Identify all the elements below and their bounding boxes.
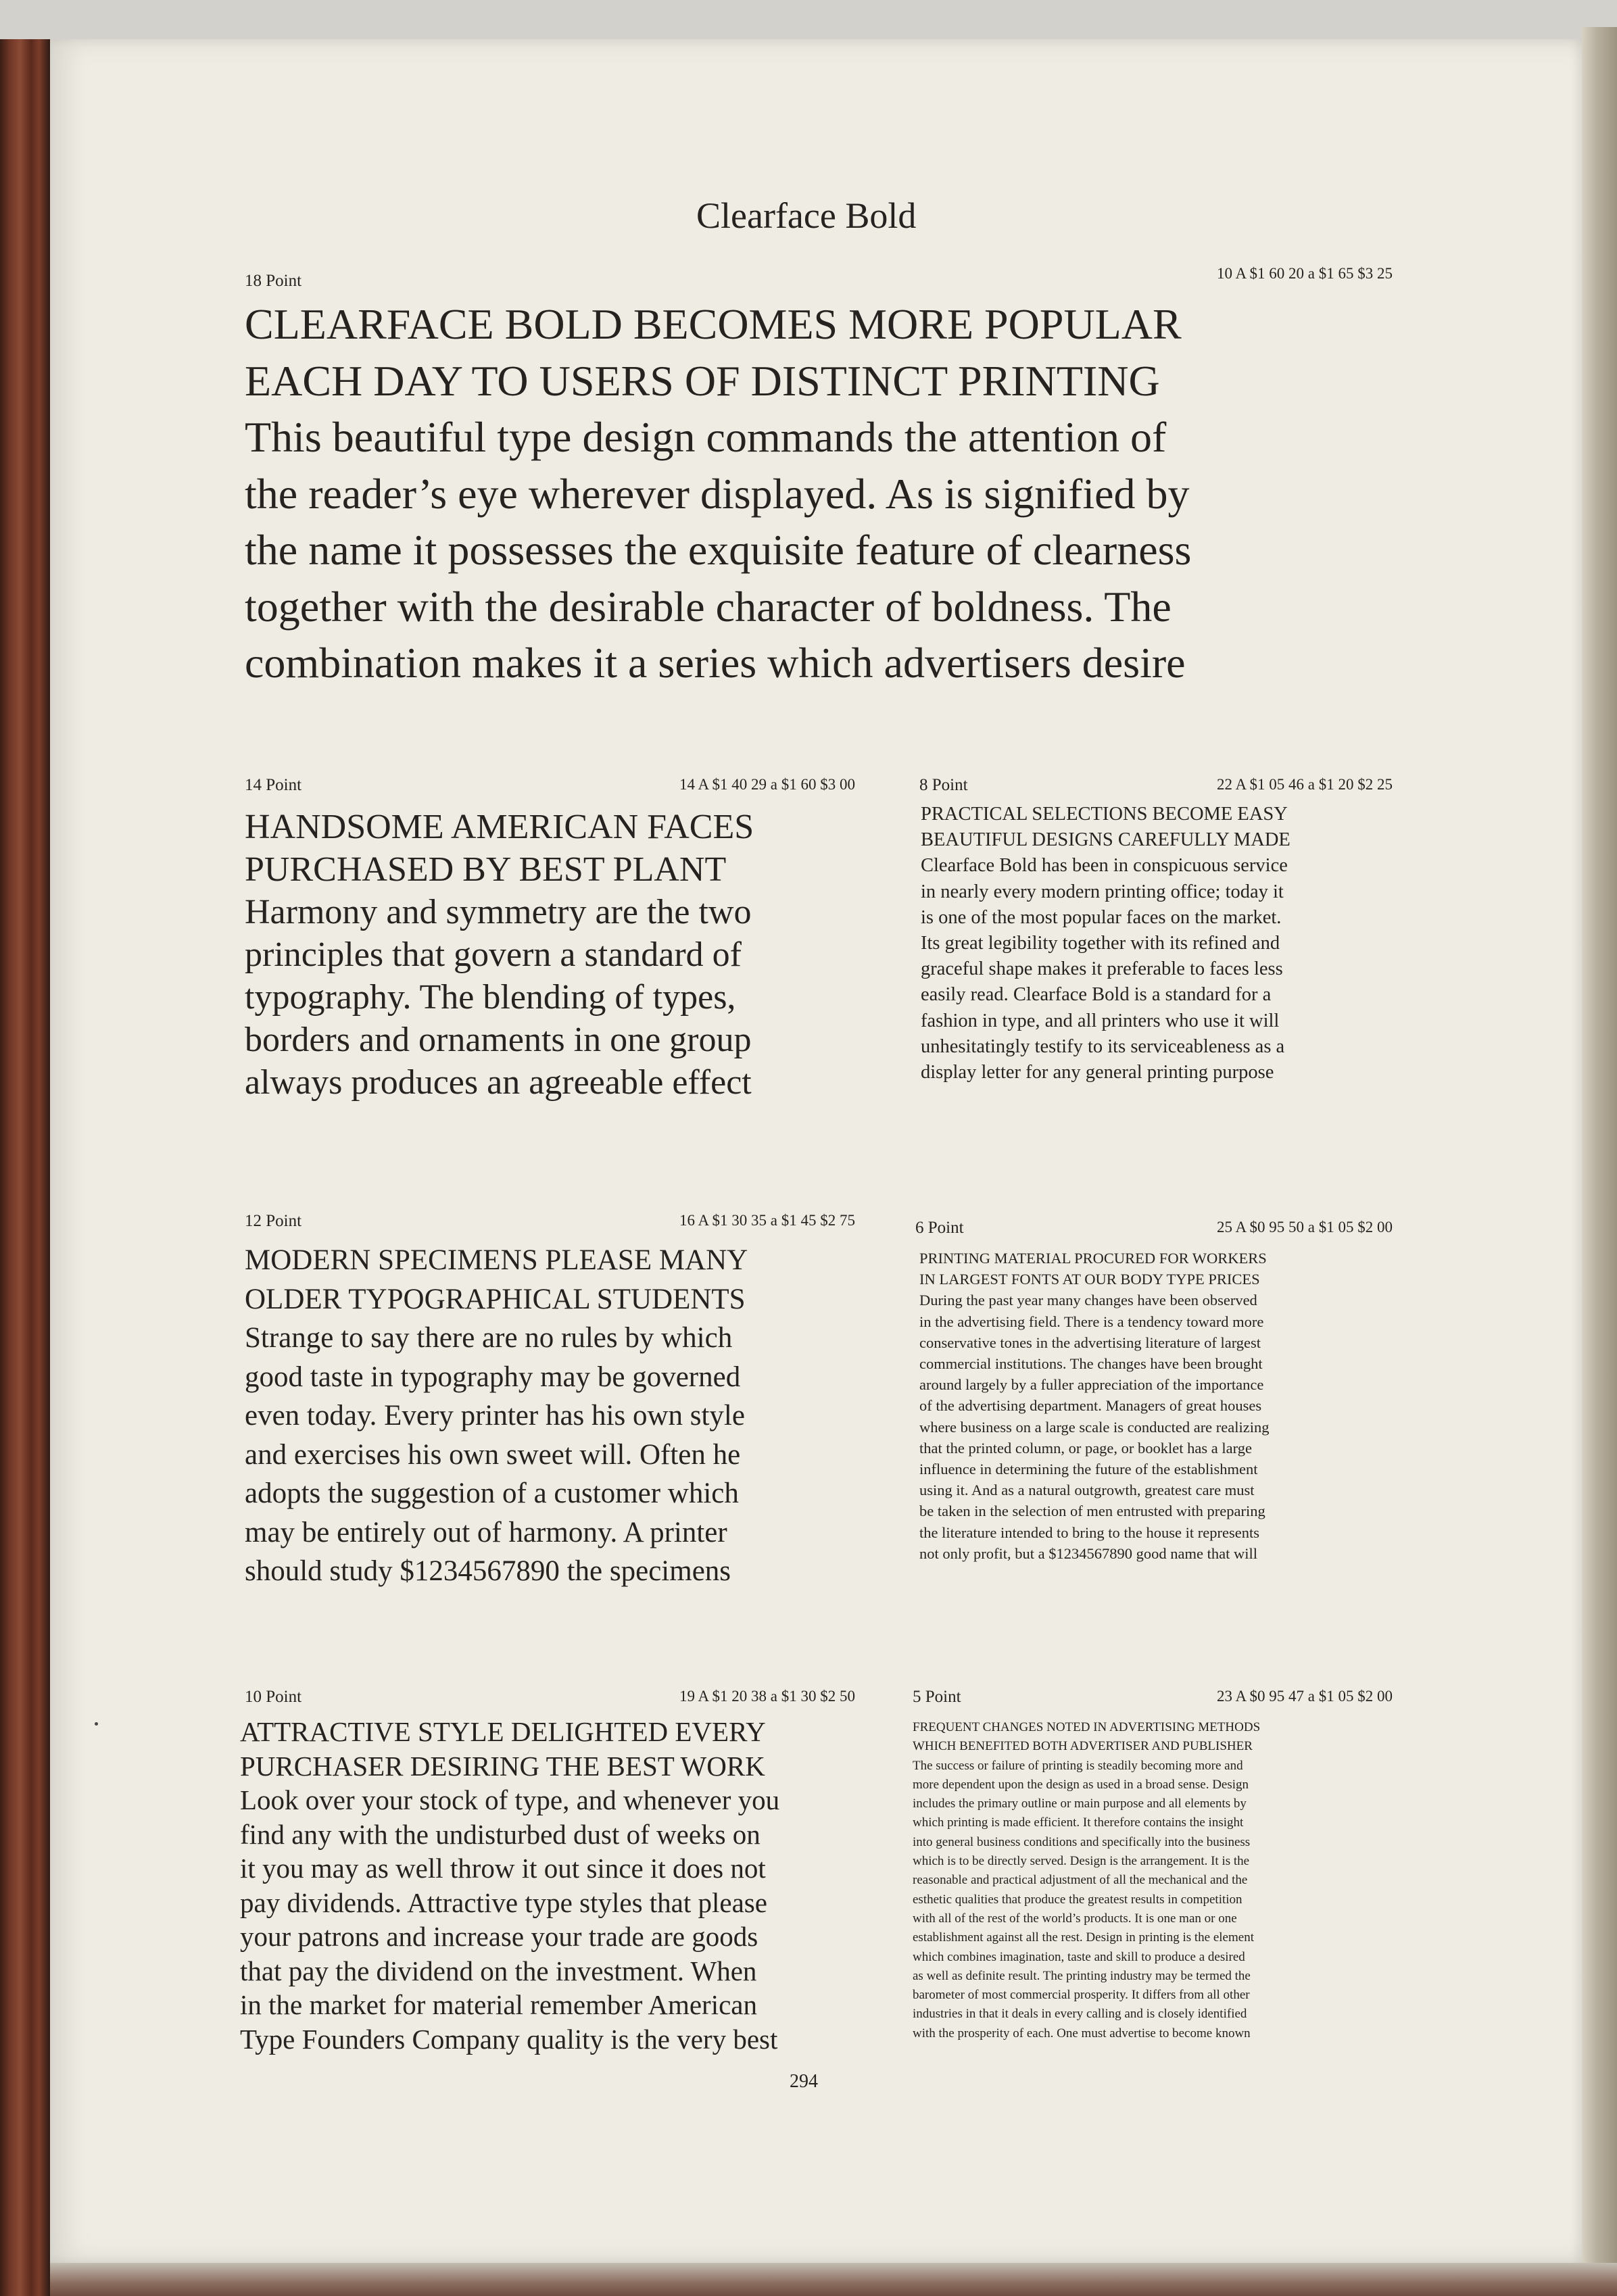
specimen-line: conservative tones in the advertising literature of largest	[919, 1334, 1261, 1351]
specimen-line: fashion in type, and all printers who use it will	[921, 1010, 1280, 1031]
page-title: Clearface Bold	[696, 195, 917, 236]
specimen-line: Strange to say there are no rules by which	[245, 1322, 733, 1354]
specimen-line: in nearly every modern printing office; today it	[921, 881, 1284, 902]
specimen-line: is one of the most popular faces on the market.	[921, 906, 1282, 928]
specimen-line: This beautiful type design commands the attention of	[245, 413, 1167, 461]
specimen-line: easily read. Clearface Bold is a standard for a	[921, 984, 1272, 1006]
size-label-18pt: 18 Point	[245, 272, 302, 290]
specimen-line: WHICH BENEFITED BOTH ADVERTISER AND PUBLISHER	[913, 1739, 1253, 1754]
specimen-line: around largely by a fuller appreciation of the importance	[919, 1376, 1264, 1394]
specimen-line: PRINTING MATERIAL PROCURED FOR WORKERS	[919, 1250, 1267, 1267]
price-line-12pt: 16 A $1 30 35 a $1 45 $2 75	[679, 1212, 855, 1229]
size-label-6pt: 6 Point	[915, 1219, 964, 1237]
specimen-line: be taken in the selection of men entrusted with preparing	[919, 1503, 1265, 1520]
specimen-line: CLEARFACE BOLD BECOMES MORE POPULAR	[245, 300, 1182, 348]
specimen-8pt	[921, 802, 1290, 1085]
specimen-line: unhesitatingly testify to its serviceableness as a	[921, 1035, 1285, 1057]
specimen-line: even today. Every printer has his own style	[245, 1400, 745, 1432]
specimen-line: which combines imagination, taste and skill to produce a desired	[913, 1949, 1245, 1964]
price-line-5pt: 23 A $0 95 47 a $1 05 $2 00	[1216, 1688, 1393, 1705]
specimen-14pt	[245, 806, 754, 1104]
price-line-8pt: 22 A $1 05 46 a $1 20 $2 25	[1216, 776, 1393, 793]
specimen-line: adopts the suggestion of a customer which	[245, 1477, 739, 1509]
specimen-line: that pay the dividend on the investment. When	[240, 1955, 757, 1986]
specimen-line: principles that govern a standard of	[245, 935, 742, 974]
specimen-line: EACH DAY TO USERS OF DISTINCT PRINTING	[245, 356, 1160, 405]
specimen-line: establishment against all the rest. Design in printing is the element	[913, 1930, 1254, 1945]
specimen-line: and exercises his own sweet will. Often he	[245, 1438, 741, 1471]
specimen-line: Harmony and symmetry are the two	[245, 893, 752, 931]
specimen-line: Look over your stock of type, and whenever you	[240, 1784, 780, 1815]
specimen-line: PURCHASED BY BEST PLANT	[245, 850, 727, 889]
ink-speck	[95, 1722, 98, 1726]
specimen-line: During the past year many changes have been observed	[919, 1292, 1257, 1309]
specimen-line: the name it possesses the exquisite feature of clearness	[245, 526, 1192, 574]
price-line-18pt: 10 A $1 60 20 a $1 65 $3 25	[1216, 265, 1393, 282]
price-line-6pt: 25 A $0 95 50 a $1 05 $2 00	[1216, 1219, 1393, 1236]
price-line-10pt: 19 A $1 20 38 a $1 30 $2 50	[679, 1688, 855, 1705]
specimen-line: the reader’s eye wherever displayed. As is signified by	[245, 469, 1190, 518]
specimen-line: the literature intended to bring to the house it represents	[919, 1523, 1259, 1541]
specimen-line: typography. The blending of types,	[245, 978, 736, 1017]
specimen-line: it you may as well throw it out since it does not	[240, 1853, 766, 1884]
specimen-line: with the prosperity of each. One must advertise to become known	[913, 2026, 1251, 2041]
specimen-line: ATTRACTIVE STYLE DELIGHTED EVERY	[240, 1716, 766, 1747]
specimen-line: of the advertising department. Managers of great houses	[919, 1397, 1262, 1415]
specimen-line: HANDSOME AMERICAN FACES	[245, 808, 754, 846]
specimen-line: more dependent upon the design as used in a broad sense. Design	[913, 1777, 1249, 1792]
specimen-line: FREQUENT CHANGES NOTED IN ADVERTISING METHODS	[913, 1720, 1261, 1734]
size-label-12pt: 12 Point	[245, 1212, 302, 1230]
size-label-10pt: 10 Point	[245, 1688, 302, 1706]
specimen-line: includes the primary outline or main purpose and all elements by	[913, 1797, 1247, 1811]
specimen-line: using it. And as a natural outgrowth, greatest care must	[919, 1482, 1255, 1499]
specimen-line: your patrons and increase your trade are goods	[240, 1921, 758, 1952]
specimen-line: BEAUTIFUL DESIGNS CAREFULLY MADE	[921, 829, 1290, 851]
page-edge-right	[1582, 27, 1617, 2285]
specimen-line: as well as definite result. The printing industry may be termed the	[913, 1968, 1251, 1983]
price-line-14pt: 14 A $1 40 29 a $1 60 $3 00	[679, 776, 855, 793]
specimen-line: always produces an agreeable effect	[245, 1063, 752, 1102]
specimen-line: influence in determining the future of the establishment	[919, 1461, 1258, 1478]
specimen-line: reasonable and practical adjustment of all the mechanical and the	[913, 1873, 1248, 1888]
specimen-12pt	[245, 1241, 748, 1591]
specimen-6pt	[919, 1248, 1270, 1564]
scan-background	[0, 0, 1617, 39]
specimen-line: Clearface Bold has been in conspicuous service	[921, 855, 1288, 877]
page-number: 294	[790, 2071, 818, 2092]
specimen-line: where business on a large scale is conducted are realizing	[919, 1418, 1270, 1436]
specimen-line: esthetic qualities that produce the greatest results in competition	[913, 1892, 1242, 1907]
specimen-line: commercial institutions. The changes have been brought	[919, 1355, 1263, 1373]
specimen-line: should study $1234567890 the specimens	[245, 1555, 731, 1587]
specimen-line: barometer of most commercial prosperity. It differs from all other	[913, 1988, 1250, 2003]
specimen-line: PRACTICAL SELECTIONS BECOME EASY	[921, 804, 1288, 825]
page-edge-bottom	[50, 2263, 1617, 2296]
specimen-line: that the printed column, or page, or booklet has a large	[919, 1439, 1252, 1457]
specimen-line: not only profit, but a $1234567890 good name that will	[919, 1544, 1257, 1562]
specimen-line: combination makes it a series which advertisers desire	[245, 639, 1186, 687]
specimen-line: in the advertising field. There is a tendency toward more	[919, 1313, 1264, 1330]
specimen-line: graceful shape makes it preferable to faces less	[921, 958, 1283, 980]
specimen-line: good taste in typography may be governed	[245, 1361, 741, 1393]
specimen-line: Type Founders Company quality is the very best	[240, 2023, 778, 2055]
specimen-line: pay dividends. Attractive type styles that please	[240, 1886, 767, 1918]
specimen-line: together with the desirable character of boldness. The	[245, 582, 1172, 631]
size-label-5pt: 5 Point	[913, 1688, 961, 1706]
specimen-line: PURCHASER DESIRING THE BEST WORK	[240, 1750, 765, 1782]
specimen-line: which is to be directly served. Design is the arrangement. It is the	[913, 1854, 1250, 1869]
specimen-line: industries in that it deals in every calling and is closely identified	[913, 2007, 1247, 2022]
specimen-line: display letter for any general printing purpose	[921, 1062, 1274, 1083]
size-label-14pt: 14 Point	[245, 776, 302, 794]
specimen-10pt	[240, 1715, 779, 2056]
specimen-line: borders and ornaments in one group	[245, 1021, 752, 1059]
specimen-line: The success or failure of printing is steadily becoming more and	[913, 1758, 1243, 1773]
specimen-5pt	[913, 1718, 1260, 2043]
specimen-line: may be entirely out of harmony. A printer	[245, 1516, 727, 1548]
specimen-line: Its great legibility together with its refined and	[921, 933, 1280, 954]
specimen-line: MODERN SPECIMENS PLEASE MANY	[245, 1244, 748, 1276]
specimen-line: OLDER TYPOGRAPHICAL STUDENTS	[245, 1283, 746, 1315]
specimen-line: which printing is made efficient. It therefore contains the insight	[913, 1815, 1244, 1830]
specimen-line: in the market for material remember American	[240, 1989, 757, 2020]
specimen-line: into general business conditions and specifically into the business	[913, 1834, 1251, 1849]
specimen-line: IN LARGEST FONTS AT OUR BODY TYPE PRICES	[919, 1271, 1260, 1288]
specimen-line: with all of the rest of the world’s products. It is one man or one	[913, 1911, 1237, 1926]
size-label-8pt: 8 Point	[919, 776, 968, 794]
specimen-line: find any with the undisturbed dust of weeks on	[240, 1818, 761, 1850]
specimen-18pt	[245, 296, 1191, 691]
book-binding	[0, 39, 50, 2296]
